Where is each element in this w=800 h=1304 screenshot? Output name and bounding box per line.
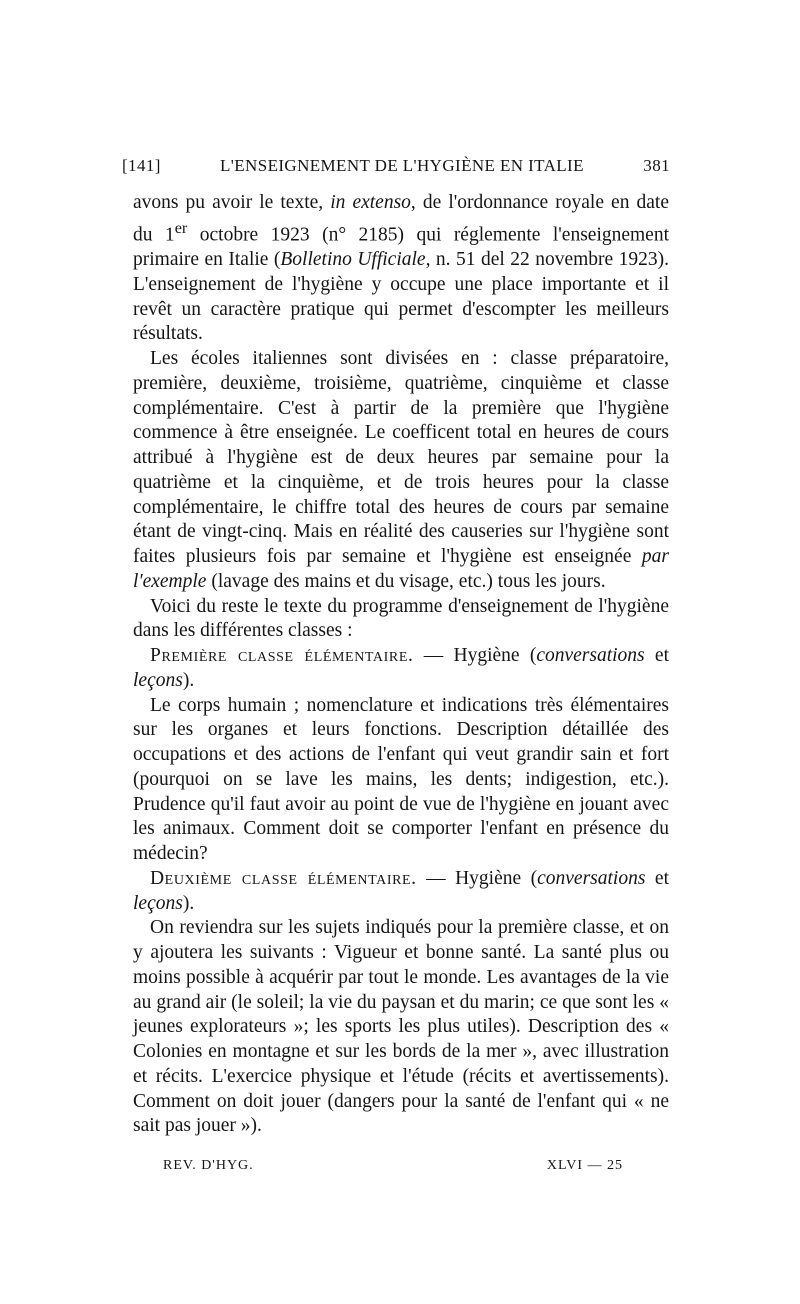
text-run: avons pu avoir le texte, xyxy=(133,192,331,213)
page-number: 381 xyxy=(643,156,670,175)
running-title: L'ENSEIGNEMENT DE L'HYGIÈNE EN ITALIE xyxy=(220,156,584,175)
text-run: Les écoles italiennes sont divisées en : classe préparatoire, première, deuxième, troisième, quatrième, cinquième et classe complémentaire. C'est à partir de la première que l'hygiène commence à être enseignée. Le coefficent total en heures de cours attribué à l'hygiène est de deux heures par semaine pour la quatrième et la cinquième, et de trois heures pour la classe complémentaire, le chiffre total des heures de cours par semaine étant de vingt-cinq. Mais en réalité des causeries sur l'hygiène sont faites plusieurs fois par semaine et l'hygiène est enseignée xyxy=(133,348,669,567)
italic-publication-title: Bolletino Ufficiale xyxy=(280,249,426,270)
text-run: (lavage des mains et du visage, etc.) tous les jours. xyxy=(206,570,606,592)
body-text xyxy=(133,191,669,1139)
italic-word: leçons xyxy=(133,669,183,691)
italic-latin-term: in extenso xyxy=(330,192,411,213)
text-run: et xyxy=(644,645,669,666)
paragraph-programme-intro: Voici du reste le texte du programme d'enseignement de l'hygiène dans les différentes classes : xyxy=(133,595,669,642)
page-footer xyxy=(163,1158,623,1180)
heading-second-class xyxy=(133,867,669,917)
italic-word: leçons xyxy=(133,892,183,914)
paragraph-ordonnance xyxy=(133,191,669,347)
running-header xyxy=(122,156,670,182)
paragraph-second-class-content: On reviendra sur les sujets indiqués pour la première classe, et on y ajoutera les suivants : Vigueur et bonne santé. La santé plus ou moins possible à acquérir par tout le monde. Les avantages de la vie au grand air (le soleil; la vie du paysan et du marin; ce que sont les « jeunes explorateurs »; les sports les plus utiles). Description des « Colonies en montagne et sur les bords de la mer », avec illustration et récits. L'exercice physique et l'étude (récits et avertissements). Comment on doit jouer (dangers pour la santé de l'enfant qui « ne sait pas jouer »). xyxy=(133,917,669,1137)
page-reference: [141] xyxy=(122,156,161,175)
italic-word: conversations xyxy=(537,867,646,889)
text-run: — Hygiène ( xyxy=(413,645,537,666)
ordinal-superscript: er xyxy=(174,218,188,237)
italic-phrase: par l'exemple xyxy=(133,546,669,592)
paragraph-schools xyxy=(133,347,669,595)
heading-first-class xyxy=(133,644,669,694)
italic-word: conversations xyxy=(536,645,645,666)
signature-mark: XLVI — 25 xyxy=(546,1158,623,1173)
text-run: octobre 1923 (n° 2185) qui réglemente l'enseignement primaire en Italie ( xyxy=(133,224,670,270)
text-run: , de l'ordonnance royale en date du 1 xyxy=(133,192,670,246)
text-run: ). xyxy=(182,892,195,914)
text-run: et xyxy=(645,867,669,889)
text-run: — Hygiène ( xyxy=(416,867,538,889)
text-run: , n. 51 del 22 novembre 1923). L'enseignement de l'hygiène y occupe une place importante et il revêt un caractère pratique qui permet d'escompter les meilleurs résultats. xyxy=(133,249,669,345)
class-heading-smallcaps: Deuxième classe élémentaire. xyxy=(150,867,417,889)
text-run: ). xyxy=(182,669,195,691)
paragraph-first-class-content: Le corps humain ; nomenclature et indications très élémentaires sur les organes et leurs fonctions. Description détaillée des occupations et des actions de l'enfant qui veut grandir sain et fort (pourquoi on se lave les mains, les dents; indigestion, etc.). Prudence qu'il faut avoir au point de vue de l'hygiène en jouant avec les animaux. Comment doit se comporter l'enfant en présence du médecin? xyxy=(133,694,669,864)
class-heading-smallcaps: Première classe élémentaire. xyxy=(150,645,414,666)
journal-abbreviation: REV. D'HYG. xyxy=(163,1158,254,1173)
